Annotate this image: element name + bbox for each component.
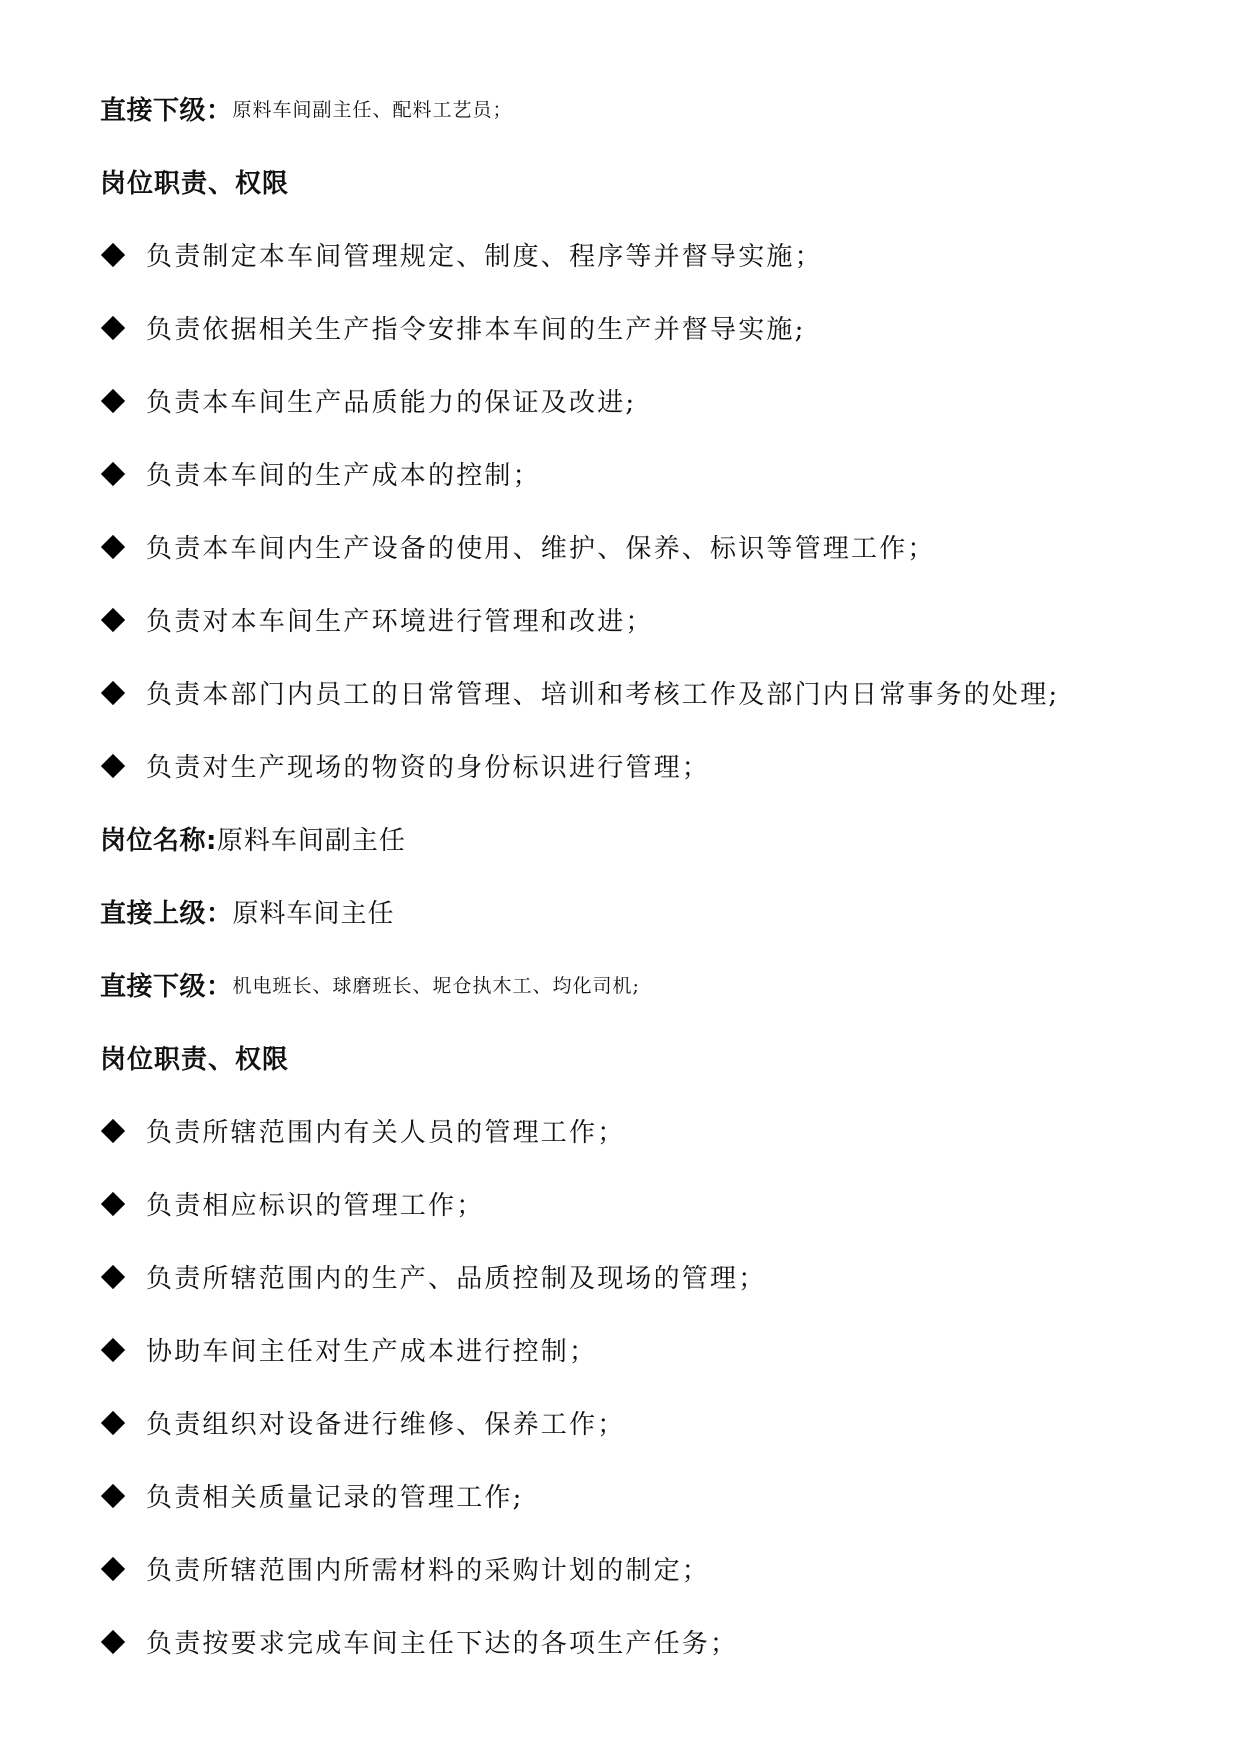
duty-text: 负责本部门内员工的日常管理、培训和考核工作及部门内日常事务的处理; — [146, 680, 1060, 710]
duty-text: 负责对本车间生产环境进行管理和改进； — [146, 607, 654, 637]
duty-text: 负责相应标识的管理工作； — [146, 1191, 485, 1221]
duty-item — [100, 291, 1150, 364]
duty-text: 负责所辖范围内有关人员的管理工作； — [146, 1118, 626, 1148]
position-name-label: 岗位名称: — [100, 826, 217, 856]
duty-item — [100, 1313, 1150, 1386]
duty-item — [100, 1386, 1150, 1459]
diamond-bullet-icon — [101, 607, 125, 631]
diamond-bullet-icon — [101, 1264, 125, 1288]
duties-heading-row — [100, 145, 1150, 218]
duty-text: 负责本车间内生产设备的使用、维护、保养、标识等管理工作； — [146, 534, 936, 564]
duty-text: 负责依据相关生产指令安排本车间的生产并督导实施; — [146, 315, 806, 345]
duty-item — [100, 1459, 1150, 1532]
duty-text: 负责所辖范围内所需材料的采购计划的制定； — [146, 1556, 711, 1586]
duties-heading: 岗位职责、权限 — [100, 169, 290, 199]
duty-item — [100, 583, 1150, 656]
duty-item — [100, 656, 1150, 729]
diamond-bullet-icon — [101, 315, 125, 339]
diamond-bullet-icon — [101, 1337, 125, 1361]
diamond-bullet-icon — [101, 1191, 125, 1215]
duty-item — [100, 1094, 1150, 1167]
document-page — [100, 72, 1150, 1678]
duty-text: 负责按要求完成车间主任下达的各项生产任务； — [146, 1629, 739, 1659]
duty-item — [100, 437, 1150, 510]
position-name-row — [100, 802, 1150, 875]
direct-subordinate-label: 直接下级： — [100, 972, 233, 1002]
diamond-bullet-icon — [101, 461, 125, 485]
direct-subordinate-label: 直接下级： — [100, 96, 233, 126]
duty-text: 负责所辖范围内的生产、品质控制及现场的管理； — [146, 1264, 767, 1294]
diamond-bullet-icon — [101, 1629, 125, 1653]
diamond-bullet-icon — [101, 242, 125, 266]
duty-item — [100, 364, 1150, 437]
diamond-bullet-icon — [101, 1118, 125, 1142]
diamond-bullet-icon — [101, 1483, 125, 1507]
duty-text: 负责组织对设备进行维修、保养工作； — [146, 1410, 626, 1440]
duty-text: 协助车间主任对生产成本进行控制； — [146, 1337, 598, 1367]
duty-item — [100, 1605, 1150, 1678]
diamond-bullet-icon — [101, 1410, 125, 1434]
duties-heading-row — [100, 1021, 1150, 1094]
diamond-bullet-icon — [101, 534, 125, 558]
direct-superior-value: 原料车间主任 — [232, 899, 395, 929]
position-name-value: 原料车间副主任 — [216, 826, 406, 856]
duty-text: 负责本车间的生产成本的控制； — [146, 461, 541, 491]
duty-text: 负责相关质量记录的管理工作; — [146, 1483, 524, 1513]
duty-text: 负责制定本车间管理规定、制度、程序等并督导实施； — [146, 242, 823, 272]
duty-item — [100, 1532, 1150, 1605]
duties-heading: 岗位职责、权限 — [100, 1045, 290, 1075]
direct-superior-label: 直接上级： — [100, 899, 233, 929]
diamond-bullet-icon — [101, 753, 125, 777]
direct-subordinate-value: 原料车间副主任、配料工艺员； — [232, 99, 513, 121]
direct-subordinate-row — [100, 72, 1150, 145]
duty-item — [100, 1240, 1150, 1313]
diamond-bullet-icon — [101, 1556, 125, 1580]
duty-item — [100, 1167, 1150, 1240]
direct-subordinate-value: 机电班长、球磨班长、坭仓执木工、均化司机; — [232, 975, 640, 997]
direct-subordinate-row — [100, 948, 1150, 1021]
diamond-bullet-icon — [101, 680, 125, 704]
duty-text: 负责对生产现场的物资的身份标识进行管理； — [146, 753, 711, 783]
duty-item — [100, 729, 1150, 802]
duty-text: 负责本车间生产品质能力的保证及改进; — [146, 388, 637, 418]
direct-superior-row — [100, 875, 1150, 948]
diamond-bullet-icon — [101, 388, 125, 412]
duty-item — [100, 510, 1150, 583]
duty-item — [100, 218, 1150, 291]
